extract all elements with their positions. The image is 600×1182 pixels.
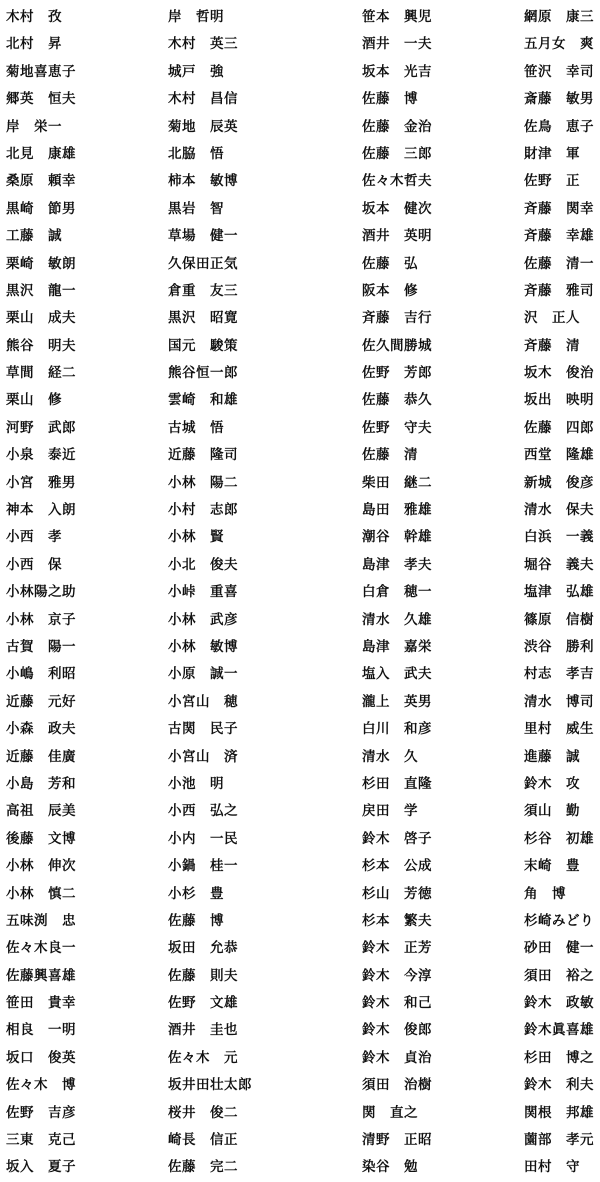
name-entry: 小西 保	[6, 556, 62, 573]
name-entry: 高祖 辰美	[6, 803, 76, 820]
name-entry: 三東 克己	[6, 1132, 76, 1149]
name-entry: 佐々木 博	[6, 1077, 76, 1094]
name-entry: 近藤 隆司	[168, 447, 238, 464]
name-entry: 小林 陽二	[168, 474, 238, 491]
name-entry: 小林 慎二	[6, 885, 76, 902]
name-entry: 岸 哲明	[168, 9, 224, 25]
name-entry: 佐々木良一	[6, 940, 76, 957]
name-entry: 近藤 元好	[6, 693, 76, 710]
name-entry: 小宮山 済	[168, 748, 238, 765]
name-entry: 須田 裕之	[524, 967, 594, 984]
name-entry: 関根 邦雄	[524, 1104, 594, 1121]
name-entry: 近藤 佳廣	[6, 748, 76, 765]
name-entry: 熊谷恒一郎	[168, 365, 238, 382]
name-entry: 瀧上 英男	[362, 693, 432, 710]
name-entry: 北村 昇	[6, 36, 62, 53]
name-entry: 熊谷 明夫	[6, 337, 76, 354]
name-entry: 斉藤 幸雄	[524, 228, 594, 245]
name-entry: 草間 経二	[6, 365, 76, 382]
name-entry: 島津 孝夫	[362, 556, 432, 573]
name-entry: 佐野 文雄	[168, 995, 238, 1012]
name-entry: 神本 入朗	[6, 502, 76, 519]
name-entry: 小内 一民	[168, 830, 238, 847]
name-entry: 鈴木眞喜雄	[524, 1022, 594, 1039]
name-entry: 佐藤 三郎	[362, 145, 432, 162]
name-entry: 白川 和彦	[362, 721, 432, 738]
name-entry: 佐藤 則夫	[168, 967, 238, 984]
name-entry: 黒沢 昭寛	[168, 310, 238, 327]
name-entry: 島津 嘉栄	[362, 638, 432, 655]
name-entry: 久保田正気	[168, 255, 238, 272]
name-entry: 菊地喜恵子	[6, 63, 76, 80]
name-entry: 佐野 正	[524, 173, 580, 190]
name-entry: 酒井 圭也	[168, 1022, 238, 1039]
name-entry: 桑原 頼幸	[6, 173, 76, 190]
name-entry: 小宮山 穂	[168, 693, 238, 710]
name-entry: 河野 武郎	[6, 419, 76, 436]
name-entry: 小林 賢	[168, 529, 224, 546]
name-entry: 小西 孝	[6, 529, 62, 546]
name-entry: 栗山 成夫	[6, 310, 76, 327]
name-entry: 小原 誠一	[168, 666, 238, 683]
name-entry: 小杉 豊	[168, 885, 224, 902]
name-entry: 鈴木 政敏	[524, 995, 594, 1012]
name-entry: 杉谷 初雄	[524, 830, 594, 847]
name-entry: 倉重 友三	[168, 282, 238, 299]
name-entry: 崎長 信正	[168, 1132, 238, 1149]
name-entry: 笹田 貴幸	[6, 995, 76, 1012]
name-entry: 鈴木 利夫	[524, 1077, 594, 1094]
name-entry: 佐藤興喜雄	[6, 967, 76, 984]
name-entry: 小林 伸次	[6, 858, 76, 875]
name-entry: 新城 俊彦	[524, 474, 594, 491]
name-entry: 古賀 陽一	[6, 638, 76, 655]
name-entry: 黒崎 節男	[6, 200, 76, 217]
name-entry: 菊地 辰英	[168, 118, 238, 135]
name-entry: 村志 孝吉	[524, 666, 594, 683]
name-entry: 坂田 允恭	[168, 940, 238, 957]
name-entry: 木村 昌信	[168, 91, 238, 108]
name-entry: 古城 悟	[168, 419, 224, 436]
name-entry: 国元 駿策	[168, 337, 238, 354]
name-entry: 草場 健一	[168, 228, 238, 245]
name-entry: 佐野 吉彦	[6, 1104, 76, 1121]
name-entry: 杉田 博之	[524, 1049, 594, 1066]
name-entry: 斉藤 吉行	[362, 310, 432, 327]
name-entry: 佐藤 博	[362, 91, 418, 108]
name-entry: 北脇 悟	[168, 145, 224, 162]
name-entry: 斉藤 清	[524, 337, 580, 354]
name-entry: 須田 治樹	[362, 1077, 432, 1094]
name-entry: 小鍋 桂一	[168, 858, 238, 875]
name-column-4	[524, 4, 600, 1182]
name-entry: 佐久間勝城	[362, 337, 432, 354]
name-entry: 笹本 興児	[362, 9, 432, 25]
name-entry: 戻田 学	[362, 803, 418, 820]
name-entry: 角 博	[524, 885, 566, 902]
name-entry: 坂本 健次	[362, 200, 432, 217]
name-entry: 清水 保夫	[524, 502, 594, 519]
name-column-1	[6, 4, 156, 1182]
name-entry: 財津 軍	[524, 145, 580, 162]
name-entry: 黒岩 智	[168, 200, 224, 217]
name-entry: 西堂 隆雄	[524, 447, 594, 464]
name-entry: 白倉 穂一	[362, 584, 432, 601]
name-entry: 網原 康三	[524, 9, 594, 25]
name-entry: 古関 民子	[168, 721, 238, 738]
name-entry: 関 直之	[362, 1104, 418, 1121]
name-column-2	[168, 4, 318, 1182]
name-entry: 柿本 敏博	[168, 173, 238, 190]
name-entry: 鈴木 啓子	[362, 830, 432, 847]
name-entry: 柴田 継二	[362, 474, 432, 491]
name-entry: 桜井 俊二	[168, 1104, 238, 1121]
name-entry: 染谷 勉	[362, 1159, 418, 1176]
name-entry: 五月女 爽	[524, 36, 594, 53]
name-entry: 杉崎みどり	[524, 912, 594, 929]
name-entry: 佐藤 恭久	[362, 392, 432, 409]
name-entry: 木村 英三	[168, 36, 238, 53]
name-entry: 小西 弘之	[168, 803, 238, 820]
name-entry: 酒井 一夫	[362, 36, 432, 53]
name-entry: 北見 康雄	[6, 145, 76, 162]
name-entry: 斉藤 雅司	[524, 282, 594, 299]
name-entry: 清水 博司	[524, 693, 594, 710]
name-entry: 栗山 修	[6, 392, 62, 409]
name-entry: 郷英 恒夫	[6, 91, 76, 108]
name-entry: 白浜 一義	[524, 529, 594, 546]
name-entry: 岸 栄一	[6, 118, 62, 135]
name-entry: 小林陽之助	[6, 584, 76, 601]
name-entry: 小泉 泰近	[6, 447, 76, 464]
name-entry: 栗崎 敏朗	[6, 255, 76, 272]
name-entry: 佐藤 清一	[524, 255, 594, 272]
name-entry: 小池 明	[168, 775, 224, 792]
name-entry: 坂本 光吉	[362, 63, 432, 80]
name-entry: 坂木 俊治	[524, 365, 594, 382]
name-entry: 佐藤 博	[168, 912, 224, 929]
name-entry: 小北 俊夫	[168, 556, 238, 573]
name-entry: 坂口 俊英	[6, 1049, 76, 1066]
name-entry: 沢 正人	[524, 310, 580, 327]
name-entry: 小峠 重喜	[168, 584, 238, 601]
name-entry: 進藤 誠	[524, 748, 580, 765]
name-entry: 黒沢 龍一	[6, 282, 76, 299]
name-entry: 田村 守	[524, 1159, 580, 1176]
name-entry: 佐野 芳郎	[362, 365, 432, 382]
name-entry: 鈴木 和己	[362, 995, 432, 1012]
name-column-3	[362, 4, 512, 1182]
name-entry: 篠原 信樹	[524, 611, 594, 628]
name-entry: 小林 京子	[6, 611, 76, 628]
name-entry: 相良 一明	[6, 1022, 76, 1039]
name-entry: 杉本 公成	[362, 858, 432, 875]
name-entry: 酒井 英明	[362, 228, 432, 245]
name-entry: 小森 政夫	[6, 721, 76, 738]
name-entry: 佐々木 元	[168, 1049, 238, 1066]
name-entry: 薗部 孝元	[524, 1132, 594, 1149]
name-entry: 須山 勤	[524, 803, 580, 820]
name-entry: 阪本 修	[362, 282, 418, 299]
name-entry: 鈴木 俊郎	[362, 1022, 432, 1039]
name-entry: 斉藤 関幸	[524, 200, 594, 217]
name-entry: 城戸 強	[168, 63, 224, 80]
name-entry: 後藤 文博	[6, 830, 76, 847]
name-entry: 渋谷 勝利	[524, 638, 594, 655]
name-entry: 木村 孜	[6, 9, 62, 25]
name-entry: 坂井田壮太郎	[168, 1077, 252, 1094]
name-entry: 鈴木 攻	[524, 775, 580, 792]
name-entry: 雲崎 和雄	[168, 392, 238, 409]
name-entry: 里村 威生	[524, 721, 594, 738]
name-entry: 小宮 雅男	[6, 474, 76, 491]
name-entry: 砂田 健一	[524, 940, 594, 957]
name-entry: 塩入 武夫	[362, 666, 432, 683]
name-entry: 塩津 弘雄	[524, 584, 594, 601]
name-entry: 鈴木 正芳	[362, 940, 432, 957]
name-entry: 鈴木 貞治	[362, 1049, 432, 1066]
name-entry: 斎藤 敏男	[524, 91, 594, 108]
name-entry: 佐藤 完二	[168, 1159, 238, 1176]
name-entry: 小島 芳和	[6, 775, 76, 792]
name-entry: 佐々木哲夫	[362, 173, 432, 190]
name-entry: 杉田 直隆	[362, 775, 432, 792]
name-entry: 堀谷 義夫	[524, 556, 594, 573]
name-entry: 潮谷 幹雄	[362, 529, 432, 546]
name-entry: 小村 志郎	[168, 502, 238, 519]
name-entry: 小嶋 利昭	[6, 666, 76, 683]
name-entry: 鈴木 今淳	[362, 967, 432, 984]
name-entry: 末崎 豊	[524, 858, 580, 875]
name-entry: 工藤 誠	[6, 228, 62, 245]
name-entry: 坂出 映明	[524, 392, 594, 409]
name-entry: 小林 武彦	[168, 611, 238, 628]
name-entry: 佐藤 四郎	[524, 419, 594, 436]
name-entry: 清水 久雄	[362, 611, 432, 628]
name-entry: 島田 雅雄	[362, 502, 432, 519]
name-entry: 坂入 夏子	[6, 1159, 76, 1176]
name-entry: 佐藤 金治	[362, 118, 432, 135]
name-entry: 佐藤 清	[362, 447, 418, 464]
name-entry: 杉山 芳徳	[362, 885, 432, 902]
name-entry: 清野 正昭	[362, 1132, 432, 1149]
name-entry: 佐野 守夫	[362, 419, 432, 436]
name-entry: 笹沢 幸司	[524, 63, 594, 80]
name-entry: 佐藤 弘	[362, 255, 418, 272]
name-entry: 小林 敏博	[168, 638, 238, 655]
name-entry: 清水 久	[362, 748, 418, 765]
name-entry: 五味渕 忠	[6, 912, 76, 929]
name-entry: 佐鳥 恵子	[524, 118, 594, 135]
name-entry: 杉本 繁夫	[362, 912, 432, 929]
